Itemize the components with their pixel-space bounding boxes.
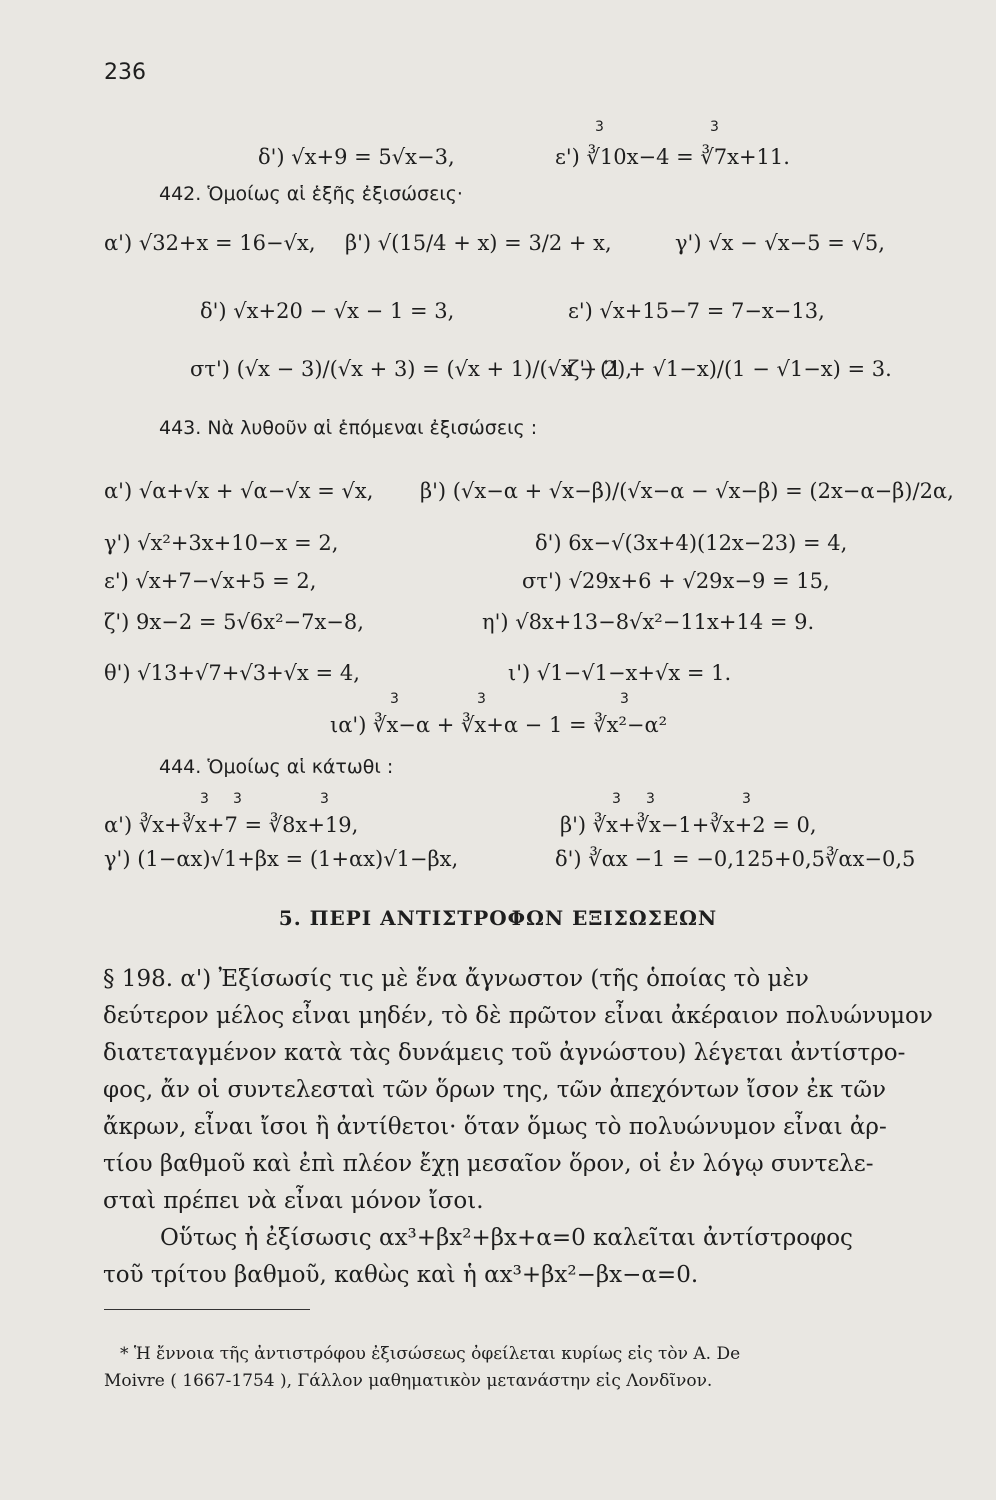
equation-444-a: α') ∛x+∛x+7 = ∛8x+19, (104, 813, 359, 837)
equation-443-st: στ') √29x+6 + √29x−9 = 15, (522, 569, 830, 593)
equation-444-b: β') ∛x+∛x−1+∛x+2 = 0, (560, 813, 817, 837)
exercise-442-header: 442. Ὁμοίως αἱ ἑξῆς ἐξισώσεις· (159, 183, 463, 205)
paragraph-198-line-1: § 198. α') Ἐξίσωσίς τις μὲ ἕνα ἄγνωστον (τῆς ὁποίας τὸ μὲν (103, 966, 809, 992)
equation-441-e: ε') ∛10x−4 = ∛7x+11. (555, 145, 790, 169)
exercise-444-header: 444. Ὁμοίως αἱ κάτωθι : (159, 756, 394, 778)
cube-root-index: 3 (233, 791, 242, 807)
cube-root-index: 3 (710, 119, 719, 135)
cube-root-index: 3 (620, 691, 629, 707)
equation-443-d: δ') 6x−√(3x+4)(12x−23) = 4, (535, 531, 848, 555)
paragraph-198-line-2: δεύτερον μέλος εἶναι μηδέν, τὸ δὲ πρῶτον εἶναι ἀκέραιον πολυώνυμον (103, 1003, 933, 1029)
equation-443-h: η') √8x+13−8√x²−11x+14 = 9. (482, 610, 815, 634)
paragraph-198-line-6: τίου βαθμοῦ καὶ ἐπὶ πλέον ἔχῃ μεσαῖον ὅρον, οἱ ἐν λόγῳ συντελε- (103, 1151, 874, 1177)
equation-442-st: στ') (√x − 3)/(√x + 3) = (√x + 1)/(√x − 2), (190, 357, 633, 381)
cube-root-index: 3 (200, 791, 209, 807)
equation-442-z: ζ') (1 + √1−x)/(1 − √1−x) = 3. (568, 357, 892, 381)
footnote-rule (104, 1309, 310, 1310)
equation-444-g: γ') (1−αx)√1+βx = (1+αx)√1−βx, (104, 847, 459, 871)
footnote-line-2: Moivre ( 1667-1754 ), Γάλλον μαθηματικὸν μετανάστην εἰς Λονδῖνον. (104, 1371, 713, 1391)
equation-443-ia: ια') ∛x−α + ∛x+α − 1 = ∛x²−α² (330, 713, 668, 737)
section-heading: 5. ΠΕΡΙ ΑΝΤΙΣΤΡΟΦΩΝ ΕΞΙΣΩΣΕΩΝ (278, 906, 718, 930)
equation-443-th: θ') √13+√7+√3+√x = 4, (104, 661, 360, 685)
page-number: 236 (104, 60, 146, 85)
example-line-1: Οὕτως ἡ ἐξίσωσις αx³+βx²+βx+α=0 καλεῖται ἀντίστροφος (160, 1225, 853, 1251)
exercise-443-header: 443. Νὰ λυθοῦν αἱ ἑπόμεναι ἐξισώσεις : (159, 417, 538, 439)
equation-443-e: ε') √x+7−√x+5 = 2, (104, 569, 317, 593)
equation-442-b: β') √(15/4 + x) = 3/2 + x, (345, 231, 612, 255)
example-line-2: τοῦ τρίτου βαθμοῦ, καθὼς καὶ ἡ αx³+βx²−βx−α=0. (103, 1262, 699, 1288)
paragraph-198-line-7: σταὶ πρέπει νὰ εἶναι μόνον ἴσοι. (103, 1188, 484, 1214)
cube-root-index: 3 (595, 119, 604, 135)
equation-443-b: β') (√x−α + √x−β)/(√x−α − √x−β) = (2x−α−β)/2α, (420, 479, 954, 503)
equation-442-e: ε') √x+15−7 = 7−x−13, (568, 299, 825, 323)
cube-root-index: 3 (742, 791, 751, 807)
paragraph-198-line-4: φος, ἄν οἱ συντελεσταὶ τῶν ὅρων της, τῶν ἀπεχόντων ἴσον ἐκ τῶν (103, 1077, 886, 1103)
paragraph-198-line-3: διατεταγμένον κατὰ τὰς δυνάμεις τοῦ ἀγνώστου) λέγεται ἀντίστρο- (103, 1040, 906, 1066)
equation-443-a: α') √α+√x + √α−√x = √x, (104, 479, 374, 503)
paragraph-198-line-5: ἄκρων, εἶναι ἴσοι ἢ ἀντίθετοι· ὅταν ὅμως τὸ πολυώνυμον εἶναι ἀρ- (103, 1114, 887, 1140)
equation-442-d: δ') √x+20 − √x − 1 = 3, (200, 299, 455, 323)
equation-443-i: ι') √1−√1−x+√x = 1. (508, 661, 732, 685)
cube-root-index: 3 (612, 791, 621, 807)
equation-444-d: δ') ∛αx −1 = −0,125+0,5∛αx−0,5 (555, 847, 916, 871)
footnote-line-1: * Ἡ ἔννοια τῆς ἀντιστρόφου ἐξισώσεως ὀφείλεται κυρίως εἰς τὸν A. De (120, 1344, 741, 1364)
equation-443-g: γ') √x²+3x+10−x = 2, (104, 531, 339, 555)
cube-root-index: 3 (390, 691, 399, 707)
equation-443-z: ζ') 9x−2 = 5√6x²−7x−8, (104, 610, 364, 634)
equation-442-c: γ') √x − √x−5 = √5, (675, 231, 885, 255)
cube-root-index: 3 (320, 791, 329, 807)
equation-442-a: α') √32+x = 16−√x, (104, 231, 316, 255)
equation-441-d: δ') √x+9 = 5√x−3, (258, 145, 455, 169)
cube-root-index: 3 (646, 791, 655, 807)
cube-root-index: 3 (477, 691, 486, 707)
